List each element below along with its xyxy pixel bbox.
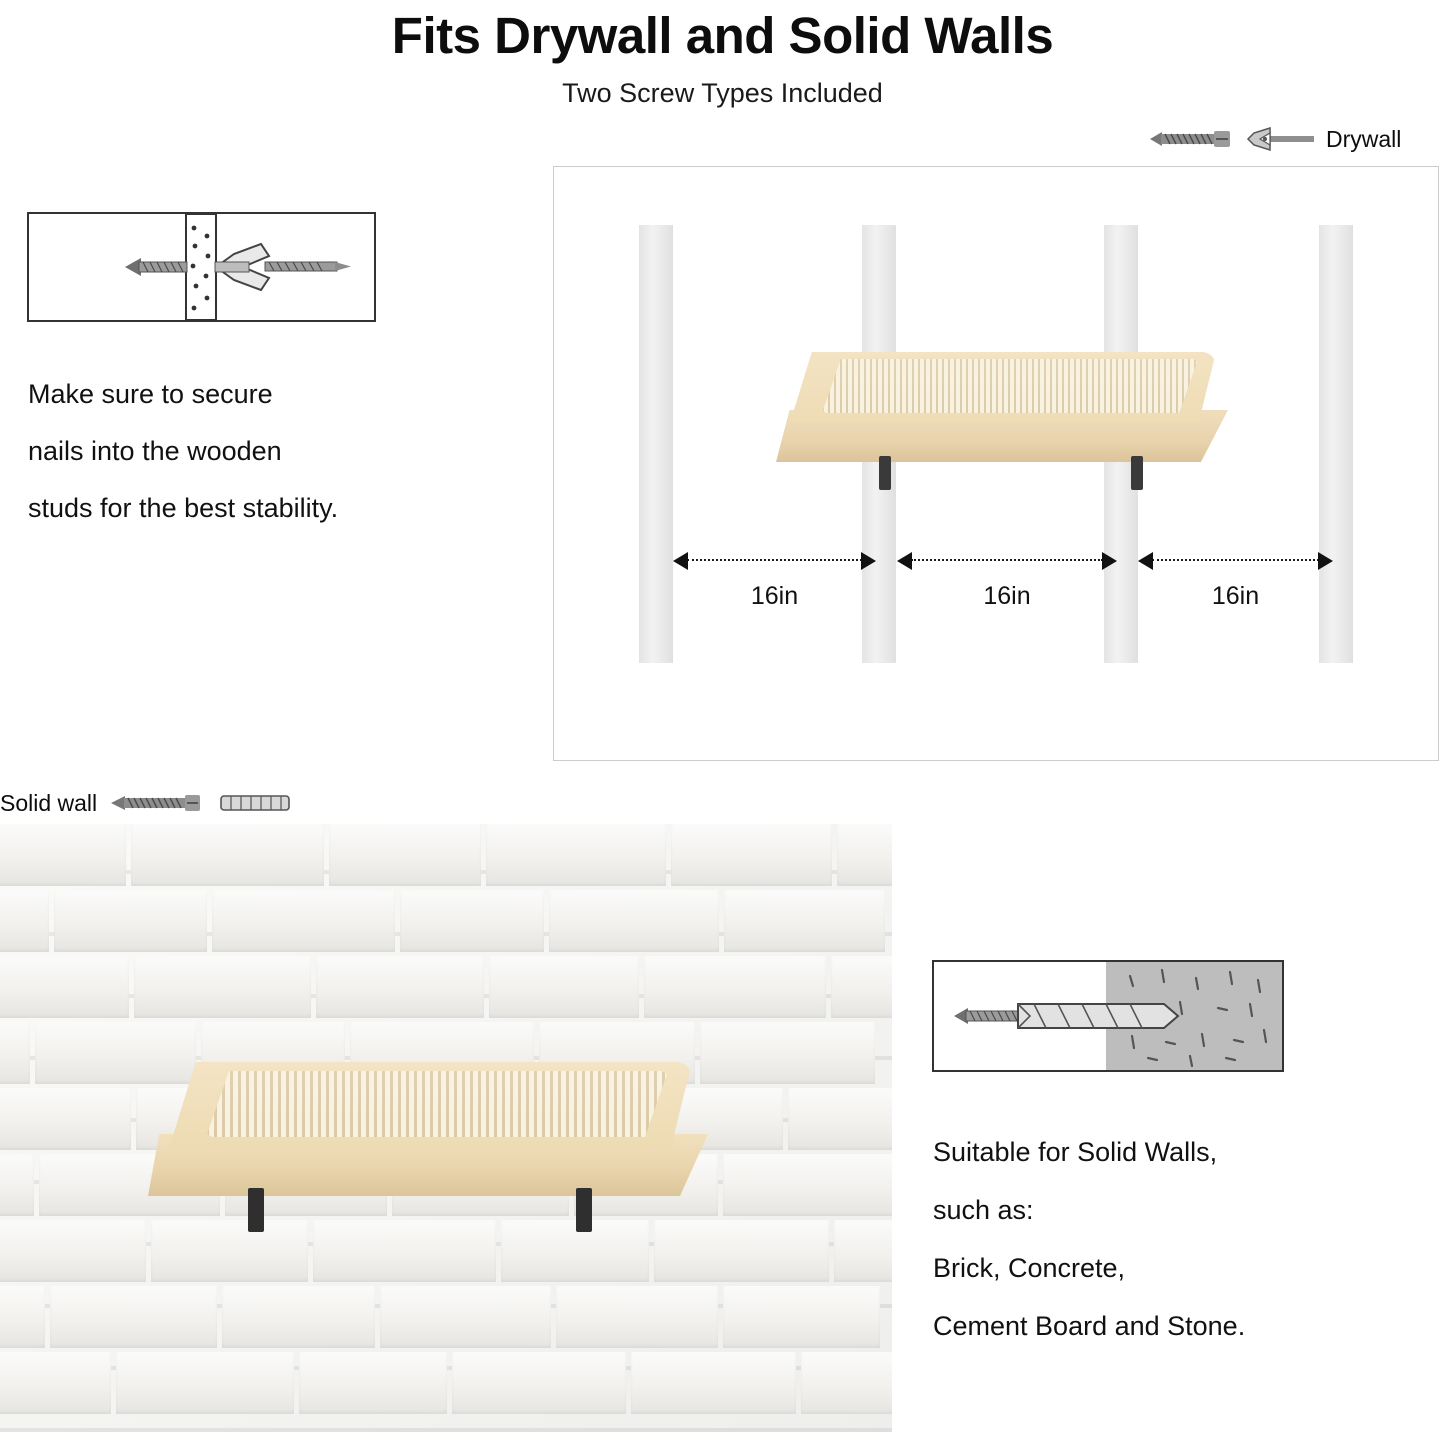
shelf-bracket: [1131, 456, 1143, 490]
arrow-right-icon: [1318, 552, 1333, 570]
page-subtitle: Two Screw Types Included: [562, 78, 883, 108]
legend-drywall: [1148, 122, 1443, 156]
legend-solid-wall-label: Solid wall: [0, 789, 98, 816]
wall-mounted-cat-shelf-icon: [776, 352, 1228, 462]
shelf-bracket: [248, 1188, 264, 1232]
shelf-mat: [786, 352, 1216, 422]
brick-row: [0, 956, 892, 1018]
concrete-anchor-cross-section-icon: [934, 962, 1282, 1070]
brick-row: [0, 1220, 892, 1282]
measure-label-2: 16in: [983, 582, 1031, 610]
left-caption-line-3: studs for the best stability.: [28, 493, 339, 523]
brick-row: [0, 1352, 892, 1414]
brick-row: [0, 1286, 885, 1348]
arrow-right-icon: [1102, 552, 1117, 570]
right-caption-line-4: Cement Board and Stone.: [933, 1311, 1246, 1341]
screw-icon: [1148, 128, 1234, 150]
shelf-mat-weave: [822, 359, 1198, 413]
shelf-bracket: [576, 1188, 592, 1232]
measure-line-2: [911, 559, 1103, 563]
legend-solid-wall: [0, 786, 330, 820]
measure-label-3: 16in: [1211, 582, 1260, 610]
measure-line-3: [1152, 559, 1319, 563]
arrow-right-icon: [861, 552, 876, 570]
shelf-mat: [164, 1062, 692, 1148]
measure-line-1: [687, 559, 862, 563]
left-caption-line-2: nails into the wooden: [28, 436, 282, 466]
drywall-anchor-diagram: [27, 212, 376, 322]
measure-label-1: 16in: [750, 582, 799, 610]
plastic-wall-plug-icon: [217, 791, 297, 815]
wall-mounted-cat-shelf-photo: [148, 1062, 708, 1197]
shelf-bracket: [879, 456, 891, 490]
page-title: Fits Drywall and Solid Walls: [391, 7, 1054, 64]
shelf-mat-weave: [206, 1071, 668, 1137]
brick-row: [0, 824, 892, 886]
left-caption-line-1: Make sure to secure: [28, 379, 273, 409]
drywall-anchor-cross-section-icon: [29, 214, 374, 320]
screw-icon: [109, 792, 205, 814]
arrow-left-icon: [897, 552, 912, 570]
arrow-left-icon: [1138, 552, 1153, 570]
brick-row: [0, 890, 890, 952]
right-caption-line-3: Brick, Concrete,: [933, 1253, 1126, 1283]
right-caption-line-2: such as:: [933, 1195, 1034, 1225]
stud-spacing-diagram: [553, 166, 1439, 761]
legend-drywall-label: Drywall: [1326, 125, 1402, 152]
right-caption-line-1: Suitable for Solid Walls,: [933, 1137, 1218, 1167]
arrow-left-icon: [673, 552, 688, 570]
concrete-anchor-diagram: [932, 960, 1284, 1072]
left-caption: [28, 366, 468, 537]
right-caption: [933, 1123, 1403, 1355]
toggle-anchor-icon: [1244, 125, 1316, 153]
brick-wall-photo: [0, 824, 892, 1432]
